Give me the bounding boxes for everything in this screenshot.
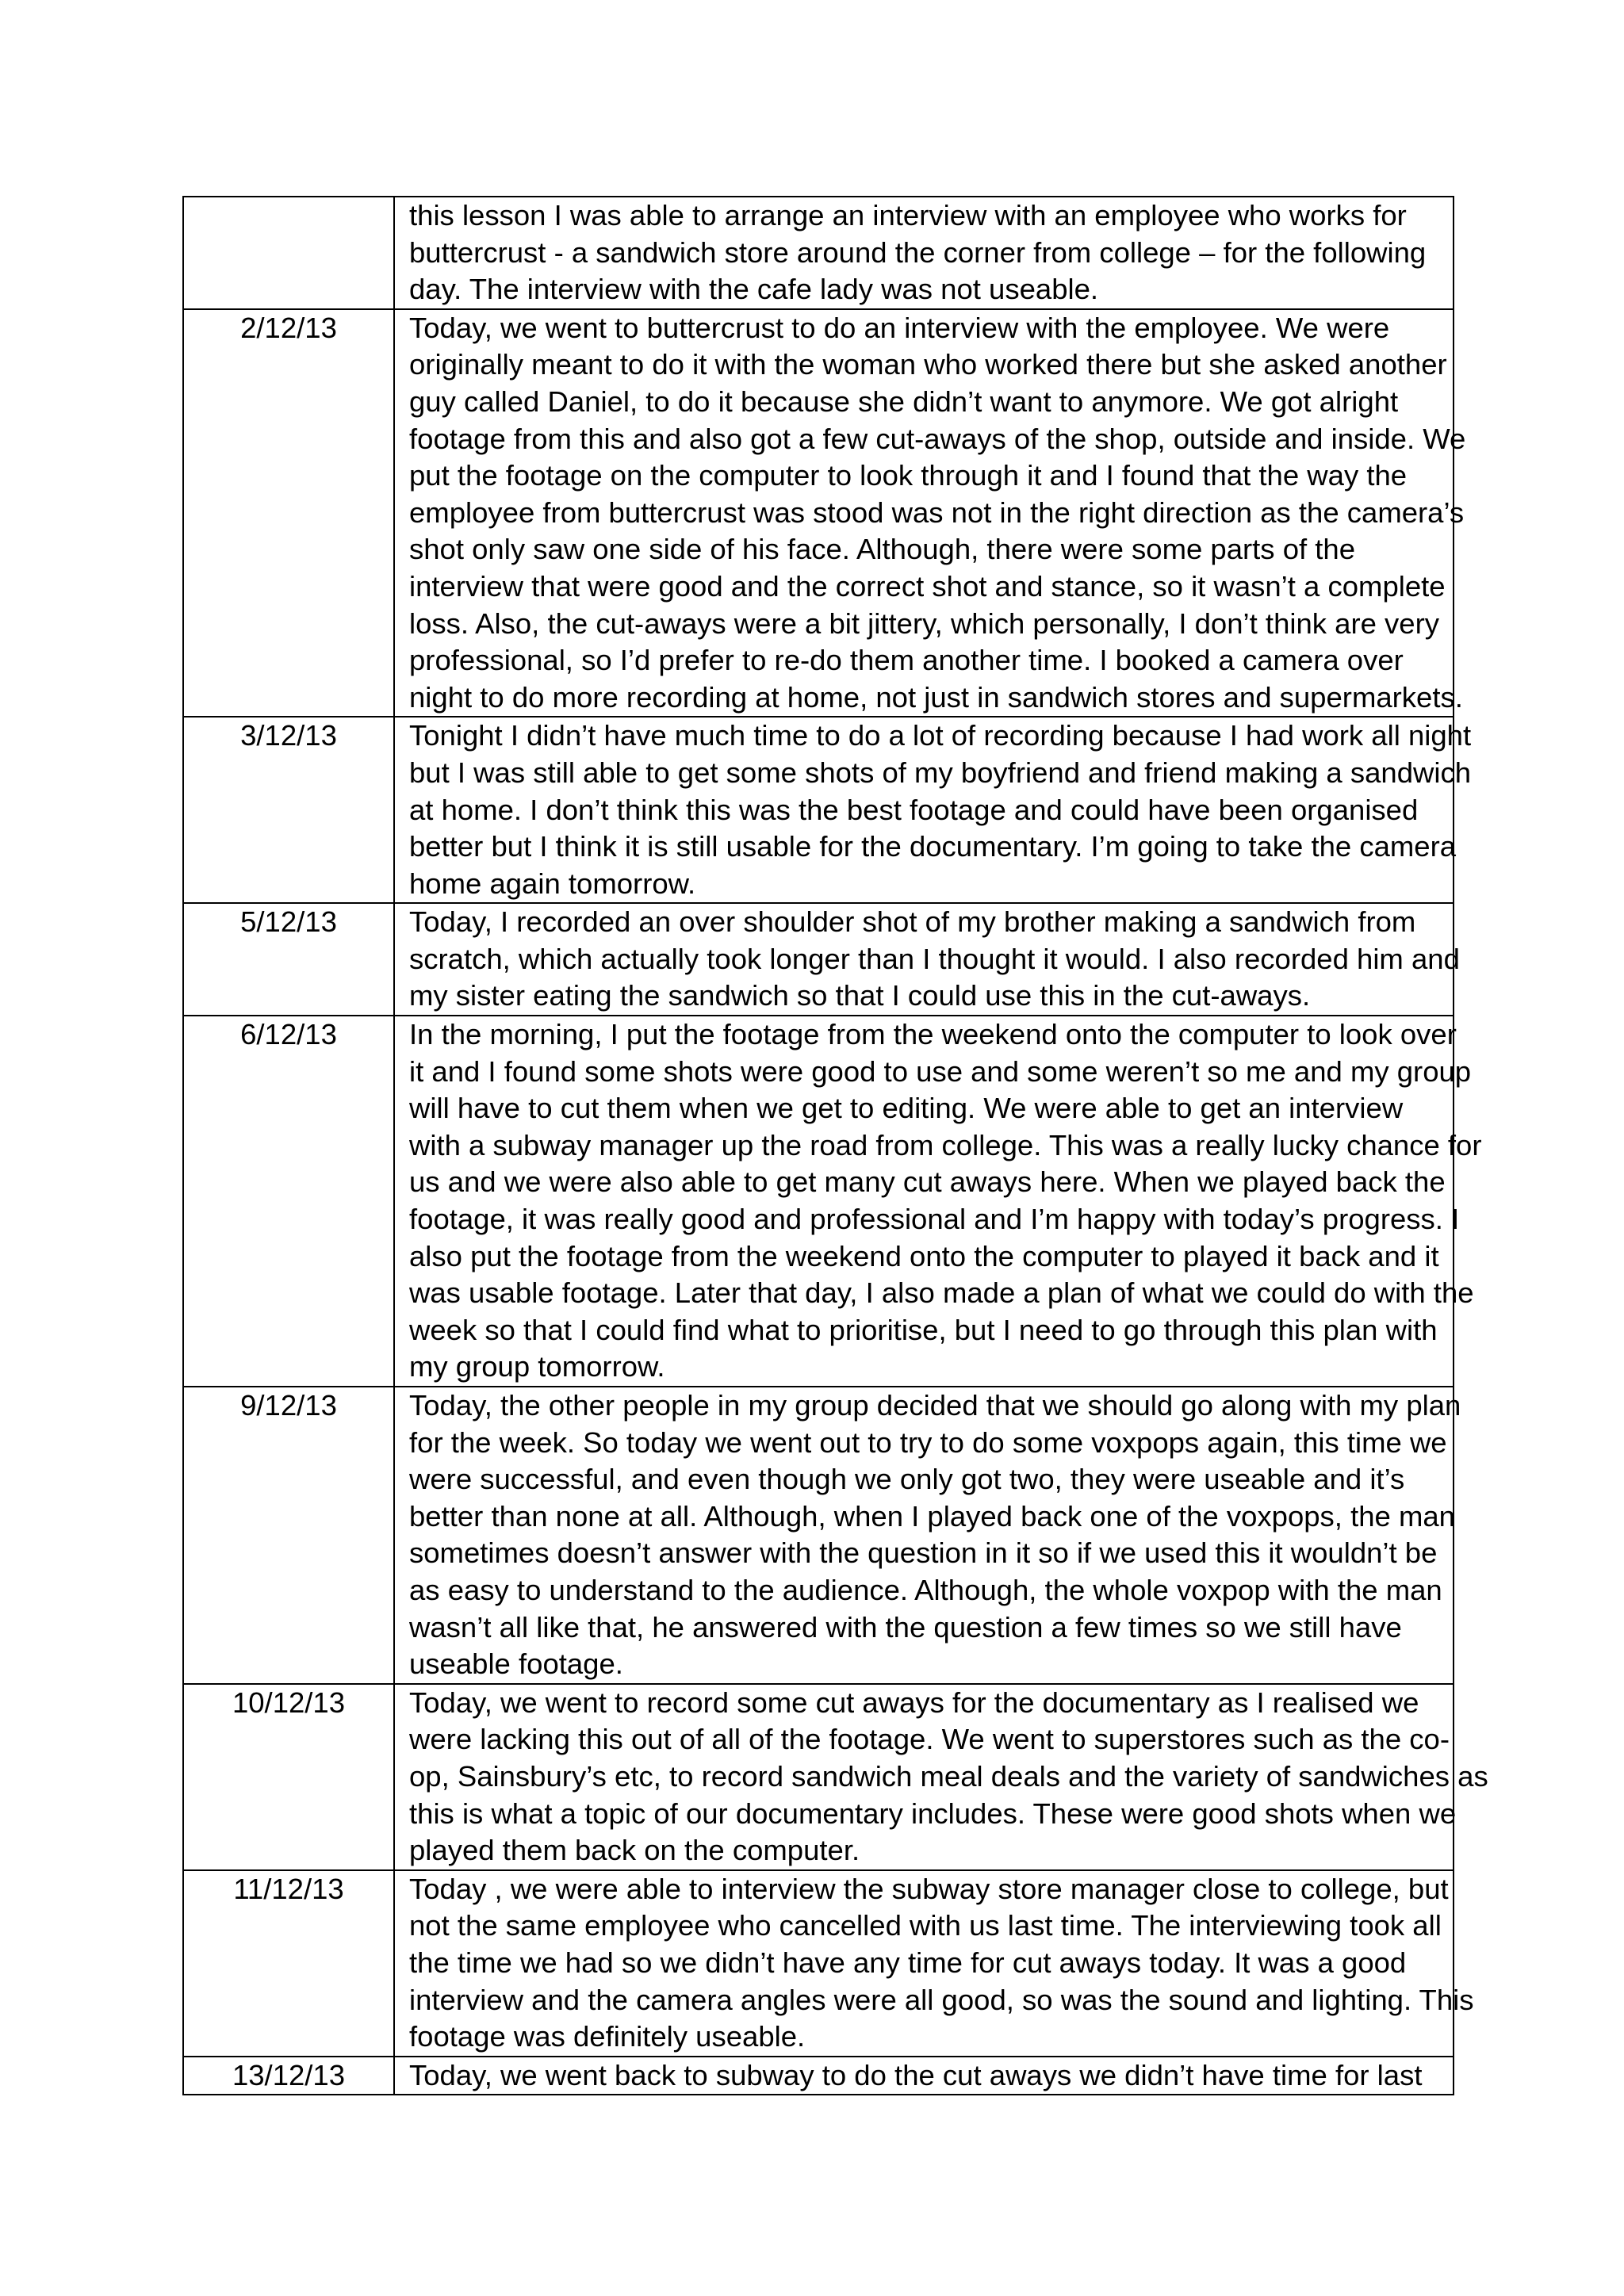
entry-text-line: interview and the camera angles were all good, so was the sound and lighting. This <box>409 1983 1474 2016</box>
entry-cell <box>394 1870 1474 2057</box>
entry-text-line: not the same employee who cancelled with us last time. The interviewing took all <box>409 1909 1442 1942</box>
entry-text-line: footage was definitely useable. <box>409 2020 806 2053</box>
entry-text-line: as easy to understand to the audience. Although, the whole voxpop with the man <box>409 1573 1442 1606</box>
log-row <box>183 1387 1454 1684</box>
date-cell <box>183 1016 394 1387</box>
entry-text-line: my group tomorrow. <box>409 1350 665 1383</box>
entry-date: 5/12/13 <box>240 905 337 939</box>
entry-text-line: also put the footage from the weekend onto the computer to played it back and it <box>409 1239 1439 1272</box>
entry-text-line: Today, the other people in my group decided that we should go along with my plan <box>409 1389 1461 1422</box>
entry-text-line: at home. I don’t think this was the best footage and could have been organised <box>409 793 1419 826</box>
entry-text-line: was usable footage. Later that day, I also made a plan of what we could do with the <box>409 1276 1474 1310</box>
entry-cell <box>394 197 1454 309</box>
entry-text-line: Today, I recorded an over shoulder shot of my brother making a sandwich from <box>409 905 1416 939</box>
entry-text-line: originally meant to do it with the woman who worked there but she asked another <box>409 348 1447 381</box>
entry-text-line: will have to cut them when we get to editing. We were able to get an interview <box>409 1092 1404 1125</box>
entry-text-line: professional, so I’d prefer to re-do them another time. I booked a camera over <box>409 644 1404 677</box>
entry-text-line: wasn’t all like that, he answered with the question a few times so we still have <box>409 1610 1402 1644</box>
date-cell <box>183 717 394 903</box>
entry-text-line: footage from this and also got a few cut-aways of the shop, outside and inside. We <box>409 422 1466 455</box>
entry-cell <box>394 1387 1461 1684</box>
entry-cell <box>394 1016 1482 1387</box>
entry-text-line: week so that I could find what to prioritise, but I need to go through this plan with <box>409 1313 1438 1346</box>
log-row <box>183 1016 1454 1387</box>
entry-date: 10/12/13 <box>232 1686 346 1719</box>
entry-text-line: interview that were good and the correct shot and stance, so it wasn’t a complete <box>409 569 1446 603</box>
entry-text-line: but I was still able to get some shots of my boyfriend and friend making a sandwich <box>409 756 1472 789</box>
entry-text-line: played them back on the computer. <box>409 1834 860 1867</box>
log-row <box>183 1684 1454 1870</box>
entry-text-line: us and we were also able to get many cut aways here. When we played back the <box>409 1165 1446 1199</box>
log-table-body <box>183 197 1488 2095</box>
entry-text-line: day. The interview with the cafe lady was not useable. <box>409 273 1099 306</box>
entry-date: 3/12/13 <box>240 719 337 752</box>
entry-text-line: with a subway manager up the road from college. This was a really lucky chance for <box>409 1128 1482 1161</box>
entry-text-line: Today, we went to buttercrust to do an interview with the employee. We were <box>409 311 1390 344</box>
entry-cell <box>394 1684 1488 1870</box>
entry-text-line: put the footage on the computer to look through it and I found that the way the <box>409 459 1408 492</box>
entry-text-line: useable footage. <box>409 1647 623 1681</box>
entry-date: 2/12/13 <box>240 311 337 344</box>
entry-text-line: the time we had so we didn’t have any time for cut aways today. It was a good <box>409 1946 1407 1979</box>
entry-cell <box>394 309 1466 718</box>
entry-text-line: shot only saw one side of his face. Although, there were some parts of the <box>409 533 1356 566</box>
log-row <box>183 2057 1454 2095</box>
entry-text-line: were successful, and even though we only got two, they were useable and it’s <box>409 1463 1405 1496</box>
entry-text-line: it and I found some shots were good to use and some weren’t so me and my group <box>409 1054 1472 1088</box>
entry-text-line: night to do more recording at home, not just in sandwich stores and supermarkets. <box>409 680 1463 714</box>
entry-text-line: better but I think it is still usable for the documentary. I’m going to take the camera <box>409 830 1457 863</box>
entry-text-line: buttercrust - a sandwich store around the corner from college – for the following <box>409 235 1427 269</box>
entry-cell <box>394 2057 1454 2095</box>
entry-text-line: Today, we went back to subway to do the cut aways we didn’t have time for last <box>409 2058 1423 2091</box>
log-row <box>183 1870 1454 2057</box>
entry-text-line: footage, it was really good and professional and I’m happy with today’s progress. I <box>409 1203 1460 1236</box>
entry-date: 11/12/13 <box>233 1872 344 1905</box>
entry-text-line: sometimes doesn’t answer with the question in it so if we used this it wouldn’t be <box>409 1536 1438 1570</box>
entry-text-line: better than none at all. Although, when I played back one of the voxpops, the man <box>409 1499 1455 1533</box>
log-table <box>182 196 1488 2095</box>
date-cell <box>183 1387 394 1684</box>
entry-date: 6/12/13 <box>240 1018 337 1051</box>
date-cell <box>183 903 394 1016</box>
date-cell <box>183 1870 394 2057</box>
entry-text-line: Today, we went to record some cut aways for the documentary as I realised we <box>409 1686 1419 1719</box>
log-row <box>183 309 1454 718</box>
log-row <box>183 717 1454 903</box>
entry-text-line: were lacking this out of all of the footage. We went to superstores such as the co- <box>409 1723 1450 1756</box>
entry-text-line: employee from buttercrust was stood was not in the right direction as the camera’s <box>409 496 1465 529</box>
entry-text-line: this lesson I was able to arrange an interview with an employee who works for <box>409 199 1407 232</box>
entry-date: 13/12/13 <box>232 2058 346 2091</box>
entry-text-line: for the week. So today we went out to try to do some voxpops again, this time we <box>409 1425 1447 1459</box>
date-cell <box>183 197 394 309</box>
entry-text-line: this is what a topic of our documentary includes. These were good shots when we <box>409 1797 1457 1830</box>
entry-cell <box>394 903 1460 1016</box>
entry-text-line: Today , we were able to interview the subway store manager close to college, but <box>409 1872 1449 1905</box>
date-cell <box>183 309 394 718</box>
entry-text-line: In the morning, I put the footage from the weekend onto the computer to look over <box>409 1018 1457 1051</box>
date-cell <box>183 2057 394 2095</box>
entry-cell <box>394 717 1472 903</box>
date-cell <box>183 1684 394 1870</box>
entry-text-line: op, Sainsbury’s etc, to record sandwich meal deals and the variety of sandwiches as <box>409 1759 1488 1793</box>
log-row <box>183 197 1454 309</box>
entry-text-line: guy called Daniel, to do it because she didn’t want to anymore. We got alright <box>409 385 1399 418</box>
entry-text-line: loss. Also, the cut-aways were a bit jittery, which personally, I don’t think are very <box>409 607 1440 640</box>
entry-text-line: home again tomorrow. <box>409 867 696 900</box>
log-row <box>183 903 1454 1016</box>
entry-text-line: my sister eating the sandwich so that I could use this in the cut-aways. <box>409 979 1311 1012</box>
entry-text-line: scratch, which actually took longer than I thought it would. I also recorded him and <box>409 942 1460 975</box>
entry-date <box>184 197 393 235</box>
entry-date: 9/12/13 <box>240 1389 337 1422</box>
entry-text-line: Tonight I didn’t have much time to do a lot of recording because I had work all night <box>409 719 1472 752</box>
